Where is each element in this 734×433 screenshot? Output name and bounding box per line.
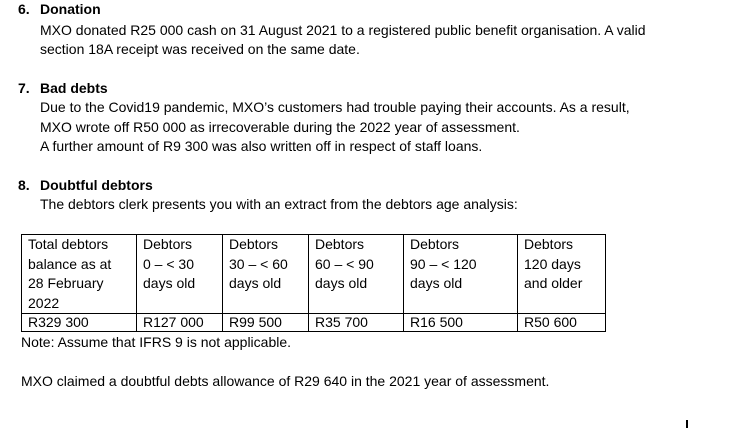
section-6-number: 6. bbox=[18, 1, 30, 17]
section-7-line-2: MXO wrote off R50 000 as irrecoverable during the 2022 year of assessment. bbox=[40, 119, 520, 135]
value-30-60-days: R99 500 bbox=[223, 314, 309, 332]
debtors-age-analysis-table bbox=[21, 234, 606, 332]
section-7-number: 7. bbox=[18, 80, 30, 96]
value-120-days-older: R50 600 bbox=[518, 314, 606, 332]
header-0-30-days: Debtors 0 – < 30 days old bbox=[137, 235, 223, 314]
header-60-90-days: Debtors 60 – < 90 days old bbox=[309, 235, 404, 314]
value-total-debtors: R329 300 bbox=[22, 314, 137, 332]
header-90-120-days: Debtors 90 – < 120 days old bbox=[404, 235, 518, 314]
header-30-60-days: Debtors 30 – < 60 days old bbox=[223, 235, 309, 314]
section-6-line-1: MXO donated R25 000 cash on 31 August 2021 to a registered public benefit organisation. A valid bbox=[40, 22, 646, 38]
page-edge-mark bbox=[686, 420, 688, 428]
value-60-90-days: R35 700 bbox=[309, 314, 404, 332]
section-8-number: 8. bbox=[18, 177, 30, 193]
closing-statement: MXO claimed a doubtful debts allowance of R29 640 in the 2021 year of assessment. bbox=[21, 373, 550, 389]
header-total-debtors: Total debtors balance as at 28 February 2022 bbox=[22, 235, 137, 314]
value-0-30-days: R127 000 bbox=[137, 314, 223, 332]
header-120-days-older: Debtors 120 days and older bbox=[518, 235, 606, 314]
section-6-heading: Donation bbox=[40, 1, 101, 17]
section-7-line-1: Due to the Covid19 pandemic, MXO’s customers had trouble paying their accounts. As a result, bbox=[40, 99, 630, 115]
section-8-line-1: The debtors clerk presents you with an extract from the debtors age analysis: bbox=[40, 196, 518, 212]
table-row bbox=[22, 314, 606, 332]
section-7-heading: Bad debts bbox=[40, 80, 108, 96]
table-note: Note: Assume that IFRS 9 is not applicable. bbox=[21, 334, 292, 350]
section-7-line-3: A further amount of R9 300 was also written off in respect of staff loans. bbox=[40, 138, 483, 154]
section-6-line-2: section 18A receipt was received on the same date. bbox=[40, 41, 360, 57]
value-90-120-days: R16 500 bbox=[404, 314, 518, 332]
section-8-heading: Doubtful debtors bbox=[40, 177, 153, 193]
table-header-row bbox=[22, 235, 606, 314]
